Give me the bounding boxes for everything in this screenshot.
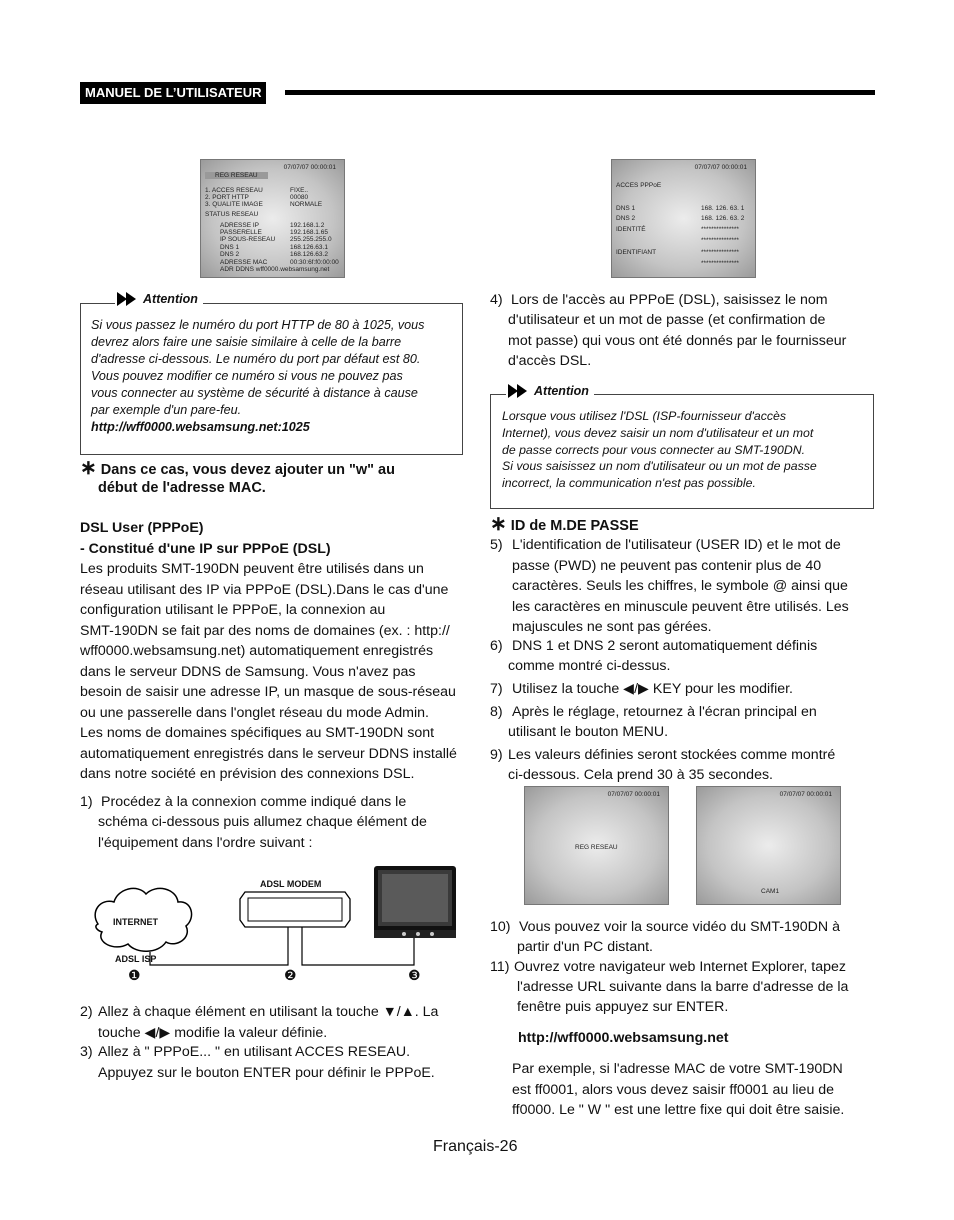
attention-line: Vous pouvez modifier ce numéro si vous ne pouvez pas	[91, 369, 403, 383]
step-line: l'adresse URL suivante dans la barre d'adresse de la	[517, 979, 849, 995]
step-line: Allez à " PPPoE... " en utilisant ACCES RESEAU.	[98, 1044, 411, 1060]
double-arrow-icon	[508, 384, 530, 398]
step-line: ci-dessous. Cela prend 30 à 35 secondes.	[508, 767, 773, 783]
screen-title: REG RESEAU	[205, 172, 268, 179]
note-line: début de l'adresse MAC.	[98, 480, 266, 496]
paragraph-line: ou une passerelle dans l'onglet réseau du mode Admin.	[80, 704, 429, 721]
step-line: mot passe) qui vous ont été donnés par le fournisseur	[508, 332, 847, 349]
step-number: 10)	[490, 919, 511, 935]
paragraph-line: Les noms de domaines spécifiques au SMT-190DN sont	[80, 725, 435, 741]
attention-label-text: Attention	[534, 384, 589, 398]
status-value: 192.168.1.2	[290, 222, 325, 229]
identifiant-label: IDENTIFIANT	[616, 249, 657, 256]
screen-cam1	[696, 786, 841, 905]
paragraph-line: automatiquement enregistrés dans le serveur DDNS installé	[80, 745, 457, 762]
double-arrow-icon	[117, 292, 139, 306]
identifiant-confirm-mask: ***************	[701, 260, 739, 267]
step-number: 11)	[490, 959, 510, 975]
paragraph-line: ff0000. Le " W " est une lettre fixe qui doit être saisie.	[512, 1102, 845, 1118]
step-line: l'équipement dans l'ordre suivant :	[98, 834, 313, 851]
step-line: passe (PWD) ne peuvent pas contenir plus de 40	[512, 557, 822, 574]
attention-line: vous connecter au système de sécurité à distance à cause	[91, 386, 418, 400]
status-key: IP SOUS-RESEAU	[220, 236, 276, 243]
step-marker-3: ❸	[408, 967, 421, 983]
status-key: ADRESSE IP	[220, 222, 260, 229]
attention-label	[115, 292, 203, 306]
step-number: 7)	[490, 681, 503, 697]
step-number: 2)	[80, 1004, 93, 1020]
step-line: Procédez à la connexion comme indiqué dans le	[101, 794, 407, 810]
attention-text	[502, 408, 817, 492]
paragraph-line: réseau utilisant des IP via PPPoE (DSL).Dans le cas d'une	[80, 581, 449, 598]
paragraph-line: besoin de saisir une adresse IP, un masque de sous-réseau	[80, 684, 456, 700]
dsl-paragraph	[80, 559, 457, 785]
status-key: DNS 2	[220, 251, 240, 258]
step-line: fenêtre puis appuyez sur ENTER.	[517, 999, 729, 1015]
section-heading: DSL User (PPPoE)	[80, 520, 204, 536]
step-number: 3)	[80, 1044, 93, 1060]
dns2-label: DNS 2	[616, 215, 636, 222]
adsl-isp-label: ADSL ISP	[115, 954, 157, 964]
status-label: STATUS RESEAU	[205, 211, 259, 218]
step-number: 1)	[80, 794, 93, 810]
attention-line: incorrect, la communication n'est pas possible.	[502, 476, 756, 491]
step-line: schéma ci-dessous puis allumez chaque élément de	[98, 814, 427, 830]
step-line: Allez à chaque élément en utilisant la touche ▼/▲. La	[98, 1004, 439, 1020]
step-line: touche ◀/▶ modifie la valeur définie.	[98, 1024, 328, 1041]
paragraph-line: wff0000.websamsung.net) automatiquement enregistrés	[80, 643, 434, 659]
step-line: utilisant le bouton MENU.	[508, 724, 669, 740]
paragraph-line: Les produits SMT-190DN peuvent être utilisés dans un	[80, 561, 424, 577]
screen-label: REG RESEAU	[575, 844, 618, 851]
status-value: 255.255.255.0	[290, 236, 332, 243]
dns1-value: 168. 126. 63. 1	[701, 205, 745, 212]
step-line: majuscules ne sont pas gérées.	[512, 619, 712, 635]
status-value: 00:30:6f:f0:00:00	[290, 259, 339, 266]
login-url: http://wff0000.websamsung.net	[518, 1030, 729, 1046]
menu-item: 2. PORT HTTP	[205, 194, 249, 201]
identite-label: IDENTITÉ	[616, 226, 646, 233]
adsl-modem-label: ADSL MODEM	[260, 879, 322, 889]
attention-line: Si vous passez le numéro du port HTTP de 80 à 1025, vous	[91, 318, 425, 332]
menu-value: NORMALE	[290, 201, 323, 208]
step-line: comme montré ci-dessus.	[508, 658, 671, 674]
status-key: ADRESSE MAC	[220, 259, 268, 266]
step-line: caractères. Seuls les chiffres, le symbole @ ainsi que	[512, 578, 848, 594]
attention-label	[506, 384, 594, 398]
step-number: 4)	[490, 292, 503, 308]
attention-line: Si vous saisissez un nom d'utilisateur ou un mot de passe	[502, 459, 817, 474]
screen-acces-pppoe	[611, 159, 756, 278]
step-number: 5)	[490, 537, 503, 553]
example-paragraph	[512, 1059, 844, 1121]
page-number: Français-26	[433, 1138, 518, 1155]
step-line: partir d'un PC distant.	[517, 939, 653, 955]
asterisk-symbol: ∗	[80, 457, 97, 479]
screen-timestamp: 07/07/07 00:00:01	[283, 164, 336, 171]
status-value: 192.168.1.65	[290, 229, 328, 236]
internet-label: INTERNET	[113, 917, 158, 927]
attention-line: d'adresse ci-dessous. Le numéro du port par défaut est 80.	[91, 352, 421, 366]
step-line: Vous pouvez voir la source vidéo du SMT-190DN à	[519, 919, 840, 935]
status-value: 168.126.63.1	[290, 244, 328, 251]
identite-mask: ***************	[701, 226, 739, 233]
step-number: 6)	[490, 638, 503, 654]
step-number: 8)	[490, 704, 503, 720]
menu-value: 00080	[290, 194, 309, 201]
menu-value: FIXE..	[290, 187, 309, 194]
step-line: les caractères en minuscule peuvent être utilisés. Les	[512, 598, 849, 615]
identite-confirm-mask: ***************	[701, 237, 739, 244]
passe-heading-text: ID de M.DE PASSE	[510, 518, 639, 534]
attention-line: de passe corrects pour vous connecter au SMT-190DN.	[502, 442, 806, 457]
step-line: L'identification de l'utilisateur (USER ID) et le mot de	[512, 537, 841, 553]
dns2-value: 168. 126. 63. 2	[701, 215, 745, 222]
attention-line: devrez alors faire une saisie similaire à celle de la barre	[91, 335, 402, 349]
screen-reg-reseau	[200, 159, 345, 278]
passe-heading	[490, 514, 639, 537]
status-value: 168.126.63.2	[290, 251, 328, 258]
section-subheading: - Constitué d'une IP sur PPPoE (DSL)	[80, 541, 331, 557]
screen-timestamp: 07/07/07 00:00:01	[607, 791, 660, 798]
step-line: Ouvrez votre navigateur web Internet Explorer, tapez	[514, 959, 847, 975]
step-marker-1: ❶	[128, 967, 141, 983]
paragraph-line: est ff0001, alors vous devez saisir ff0001 au lieu de	[512, 1081, 835, 1098]
paragraph-line: dans notre société en prévision des connexions DSL.	[80, 766, 415, 782]
step-line: Les valeurs définies seront stockées comme montré	[508, 747, 836, 763]
paragraph-line: Par exemple, si l'adresse MAC de votre SMT-190DN	[512, 1061, 843, 1077]
connection-diagram	[88, 862, 468, 987]
identifiant-mask: ***************	[701, 249, 739, 256]
step-line: d'accès DSL.	[508, 353, 592, 369]
menu-item: 1. ACCES RESEAU	[205, 187, 263, 194]
paragraph-line: configuration utilisant le PPPoE, la connexion au	[80, 602, 386, 618]
step-line: DNS 1 et DNS 2 seront automatiquement définis	[512, 638, 818, 654]
attention-label-text: Attention	[143, 292, 198, 306]
attention-url: http://wff0000.websamsung.net:1025	[91, 420, 310, 434]
step-line: Appuyez sur le bouton ENTER pour définir le PPPoE.	[98, 1064, 435, 1081]
screen-timestamp: 07/07/07 00:00:01	[694, 164, 747, 171]
step-marker-2: ❷	[284, 967, 297, 983]
screen-reg-reseau-saving	[524, 786, 669, 905]
note-line: Dans ce cas, vous devez ajouter un "w" au	[100, 462, 395, 478]
step-line: Lors de l'accès au PPPoE (DSL), saisissez le nom	[511, 292, 828, 308]
asterisk-symbol: ∗	[490, 513, 507, 535]
header-rule	[285, 90, 875, 95]
ddns-address: ADR DDNS wff0000.websamsung.net	[220, 266, 330, 273]
camera-label: CAM1	[761, 888, 780, 895]
menu-item: 3. QUALITE IMAGE	[205, 201, 263, 208]
step-number: 9)	[490, 747, 503, 763]
screen-timestamp: 07/07/07 00:00:01	[779, 791, 832, 798]
step-line: Après le réglage, retournez à l'écran principal en	[512, 704, 817, 720]
paragraph-line: SMT-190DN se fait par des noms de domaines (ex. : http://	[80, 622, 450, 639]
screen-title: ACCES PPPoE	[616, 182, 662, 189]
dns1-label: DNS 1	[616, 205, 636, 212]
status-key: PASSERELLE	[220, 229, 262, 236]
step-line: Utilisez la touche ◀/▶ KEY pour les modifier.	[512, 681, 793, 697]
attention-line: par exemple d'un pare-feu.	[91, 403, 242, 417]
page-header-title: MANUEL DE L’UTILISATEUR	[80, 82, 266, 104]
attention-line: Lorsque vous utilisez l'DSL (ISP-fournisseur d'accès	[502, 409, 787, 423]
paragraph-line: dans le serveur DDNS de Samsung. Vous n'avez pas	[80, 663, 416, 680]
step-line: d'utilisateur et un mot de passe (et confirmation de	[508, 312, 826, 328]
status-key: DNS 1	[220, 244, 240, 251]
attention-text	[91, 317, 424, 436]
attention-line: Internet), vous devez saisir un nom d'utilisateur et un mot	[502, 425, 814, 440]
